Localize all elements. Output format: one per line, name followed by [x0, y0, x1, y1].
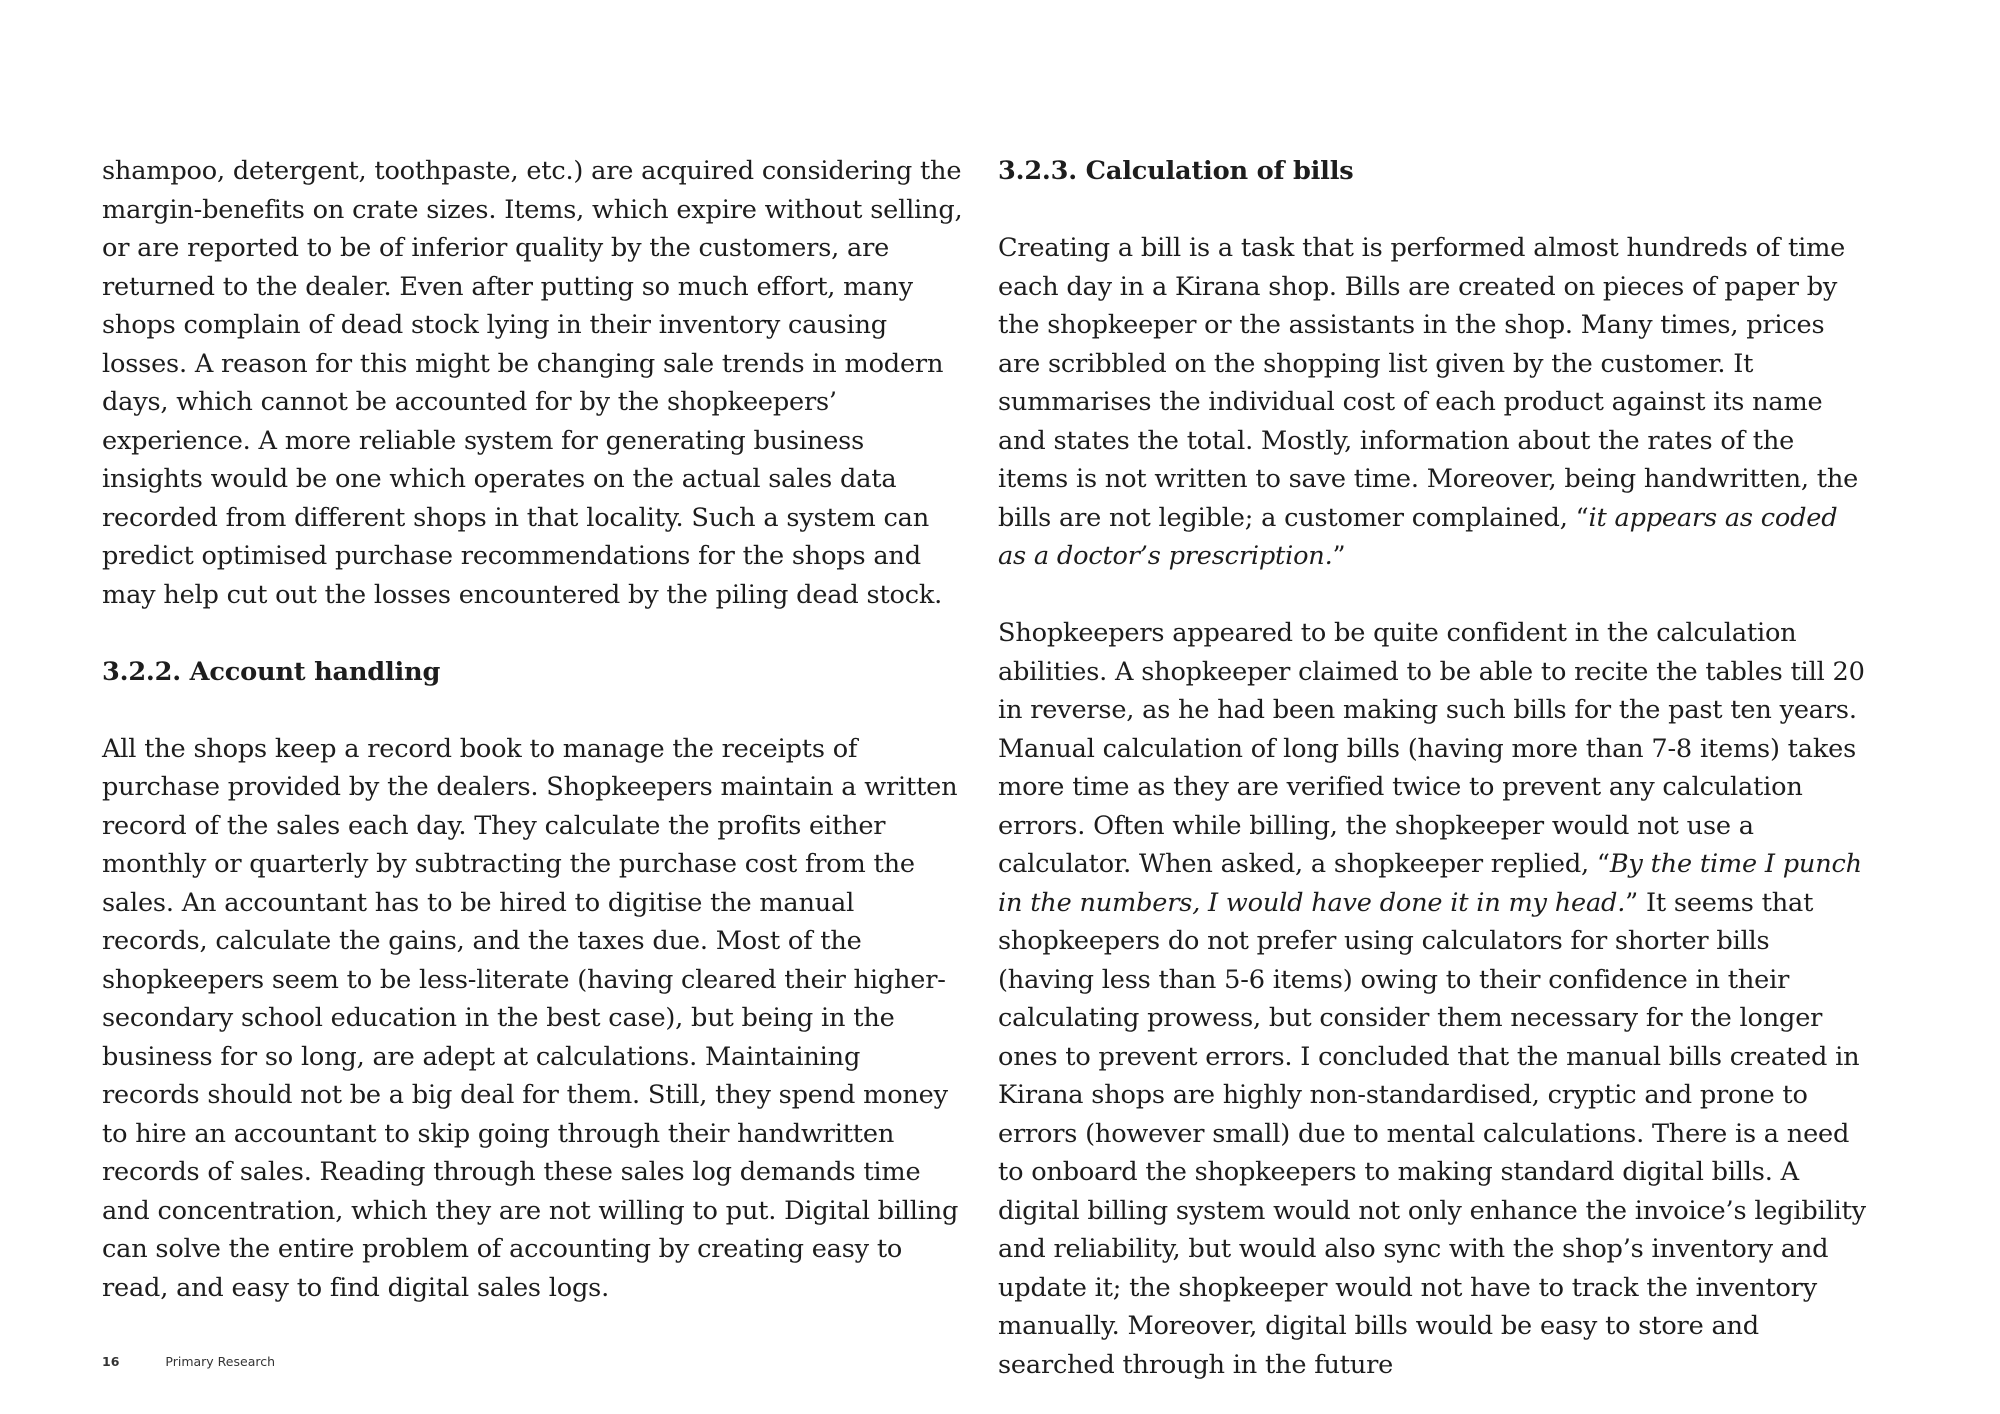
left-column: [102, 152, 964, 1307]
page-footer: [102, 1354, 275, 1369]
section-heading-account-handling: 3.2.2. Account handling: [102, 656, 441, 687]
bills-paragraph-1-text: Creating a bill is a task that is performed almost hundreds of time each day in a Kirana shop. Bills are created on pieces of paper by the shopkeeper or the assistants in the shop. Many times, prices are scribbled on the shopping list given by the customer. It summarises the individual cost of each product against its name and states the total. Mostly, information about the rates of the items is not written to save time. Moreover, being handwritten, the bills are not legible; a customer complained, “: [998, 233, 1859, 533]
account-handling-paragraph: All the shops keep a record book to manage the receipts of purchase provided by the dealers. Shopkeepers maintain a written record of the sales each day. They calculate the profits either monthly or quarterly by subtracting the purchase cost from the sales. An accountant has to be hired to digitise the manual records, calculate the gains, and the taxes due. Most of the shopkeepers seem to be less-literate (having cleared their higher-secondary school education in the best case), but being in the business for so long, are adept at calculations. Maintaining records should not be a big deal for them. Still, they spend money to hire an accountant to skip going through their handwritten records of sales. Reading through these sales log demands time and concentration, which they are not willing to put. Digital billing can solve the entire problem of accounting by creating easy to read, and easy to find digital sales logs.: [102, 733, 959, 1303]
customer-quote: it appears as coded as a doctor’s prescription.: [998, 502, 1838, 571]
bills-paragraph-2-rest: ” It seems that shopkeepers do not prefer using calculators for shorter bills (having less than 5-6 items) owing to their confidence in their calculating prowess, but consider them necessary for the longer ones to prevent errors. I concluded that the manual bills created in Kirana shops are highly non-standardised, cryptic and prone to errors (however small) due to mental calculations. There is a need to onboard the shopkeepers to making standard digital bills. A digital billing system would not only enhance the invoice’s legibility and reliability, but would also sync with the shop’s inventory and update it; the shopkeeper would not have to track the inventory manually. Moreover, digital bills would be easy to store and searched through in the future: [998, 887, 1866, 1380]
footer-section-name: Primary Research: [165, 1354, 276, 1369]
bills-paragraph-1-end: ”: [1332, 541, 1346, 571]
section-heading-calculation-of-bills: 3.2.3. Calculation of bills: [998, 156, 1354, 186]
bills-paragraph-1: [998, 229, 1870, 576]
bills-paragraph-2: [998, 614, 1870, 1384]
right-column: [998, 152, 1870, 1384]
shopkeeper-quote: By the time I punch in the numbers, I would have done it in my head.: [998, 849, 1862, 918]
intro-paragraph: shampoo, detergent, toothpaste, etc.) are acquired considering the margin-benefits on crate sizes. Items, which expire without selling, or are reported to be of inferior quality by the customers, are returned to the dealer. Even after putting so much effort, many shops complain of dead stock lying in their inventory causing losses. A reason for this might be changing sale trends in modern days, which cannot be accounted for by the shopkeepers’ experience. A more reliable system for generating business insights would be one which operates on the actual sales data recorded from different shops in that locality. Such a system can predict optimised purchase recommendations for the shops and may help cut out the losses encountered by the piling dead stock.: [102, 156, 963, 610]
bills-paragraph-2-text: Shopkeepers appeared to be quite confident in the calculation abilities. A shopkeeper claimed to be able to recite the tables till 20 in reverse, as he had been making such bills for the past ten years. Manual calculation of long bills (having more than 7-8 items) takes more time as they are verified twice to prevent any calculation errors. Often while billing, the shopkeeper would not use a calculator. When asked, a shopkeeper replied, “: [998, 618, 1865, 879]
page-number: 16: [102, 1354, 120, 1369]
